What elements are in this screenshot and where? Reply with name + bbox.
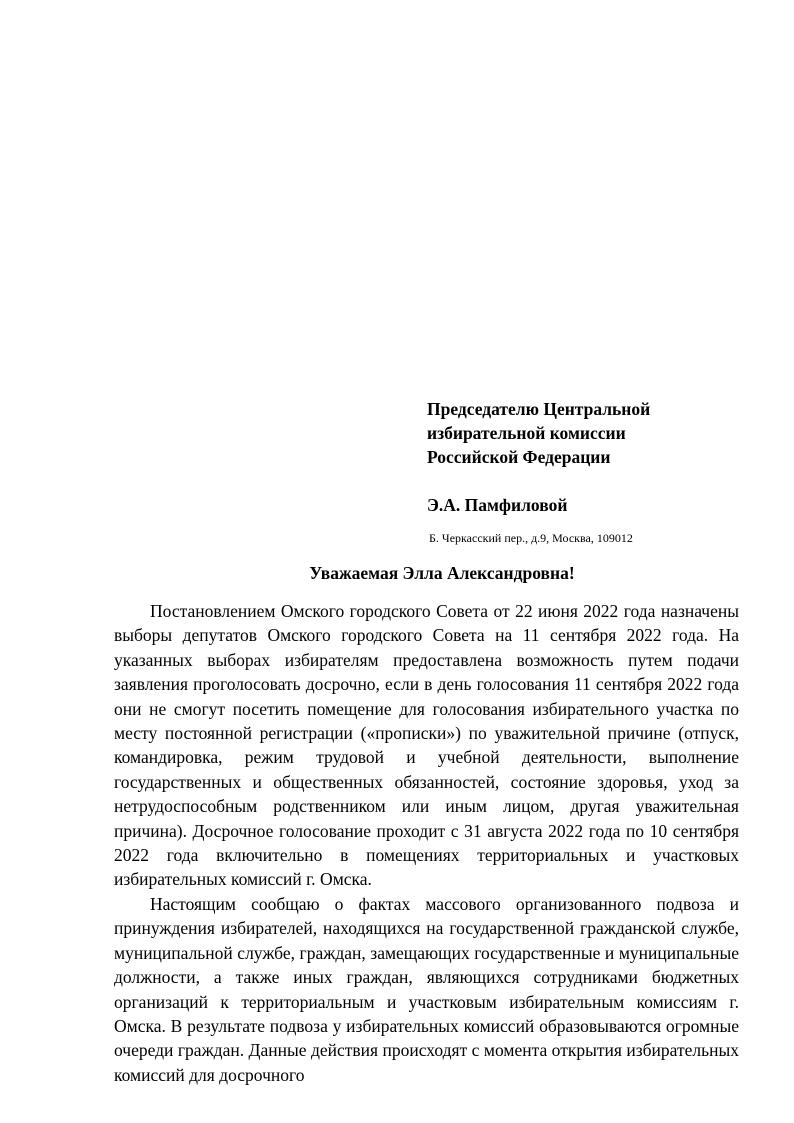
addressee-title-line-2: избирательной комиссии — [427, 423, 626, 443]
salutation: Уважаемая Элла Александровна! — [309, 563, 575, 583]
addressee-name: Э.А. Памфиловой — [427, 495, 568, 515]
addressee-title-line-1: Председателю Центральной — [427, 399, 651, 419]
letter-body — [114, 599, 739, 1087]
body-paragraph-2: Настоящим сообщаю о фактах массового организованного подвоза и принуждения избирателей, находящихся на государственной гражданской службе, муниципальной службе, граждан, замещающих государственные и муниципальные должности, а также иных граждан, являющихся сотрудниками бюджетных организаций к территориальным и участковым избирательным комиссиям г. Омска. В результате подвоза у избирательных комиссий образовываются огромные очереди граждан. Данные действия происходят с момента открытия избирательных комиссий для досрочного — [114, 893, 739, 1085]
addressee-address: Б. Черкасский пер., д.9, Москва, 109012 — [429, 531, 633, 545]
addressee-block — [427, 397, 757, 546]
addressee-title-line-3: Российской Федерации — [427, 447, 611, 467]
body-paragraph-1: Постановлением Омского городского Совета от 22 июня 2022 года назначены выборы депутатов Омского городского Совета на 11 сентября 2022 года. На указанных выборах избирателям предоставлена возможность путем подачи заявления проголосовать досрочно, если в день голосования 11 сентября 2022 года они не смогут посетить помещение для голосования избирательного участка по месту постоянной регистрации («прописки») по уважительной причине (отпуск, командировка, режим трудовой и учебной деятельности, выполнение государственных и общественных обязанностей, состояние здоровья, уход за нетрудоспособным родственником или иным лицом, другая уважительная причина). Досрочное голосование проходит с 31 августа 2022 года по 10 сентября 2022 года включительно в помещениях территориальных и участковых избирательных комиссий г. Омска. — [114, 601, 739, 890]
